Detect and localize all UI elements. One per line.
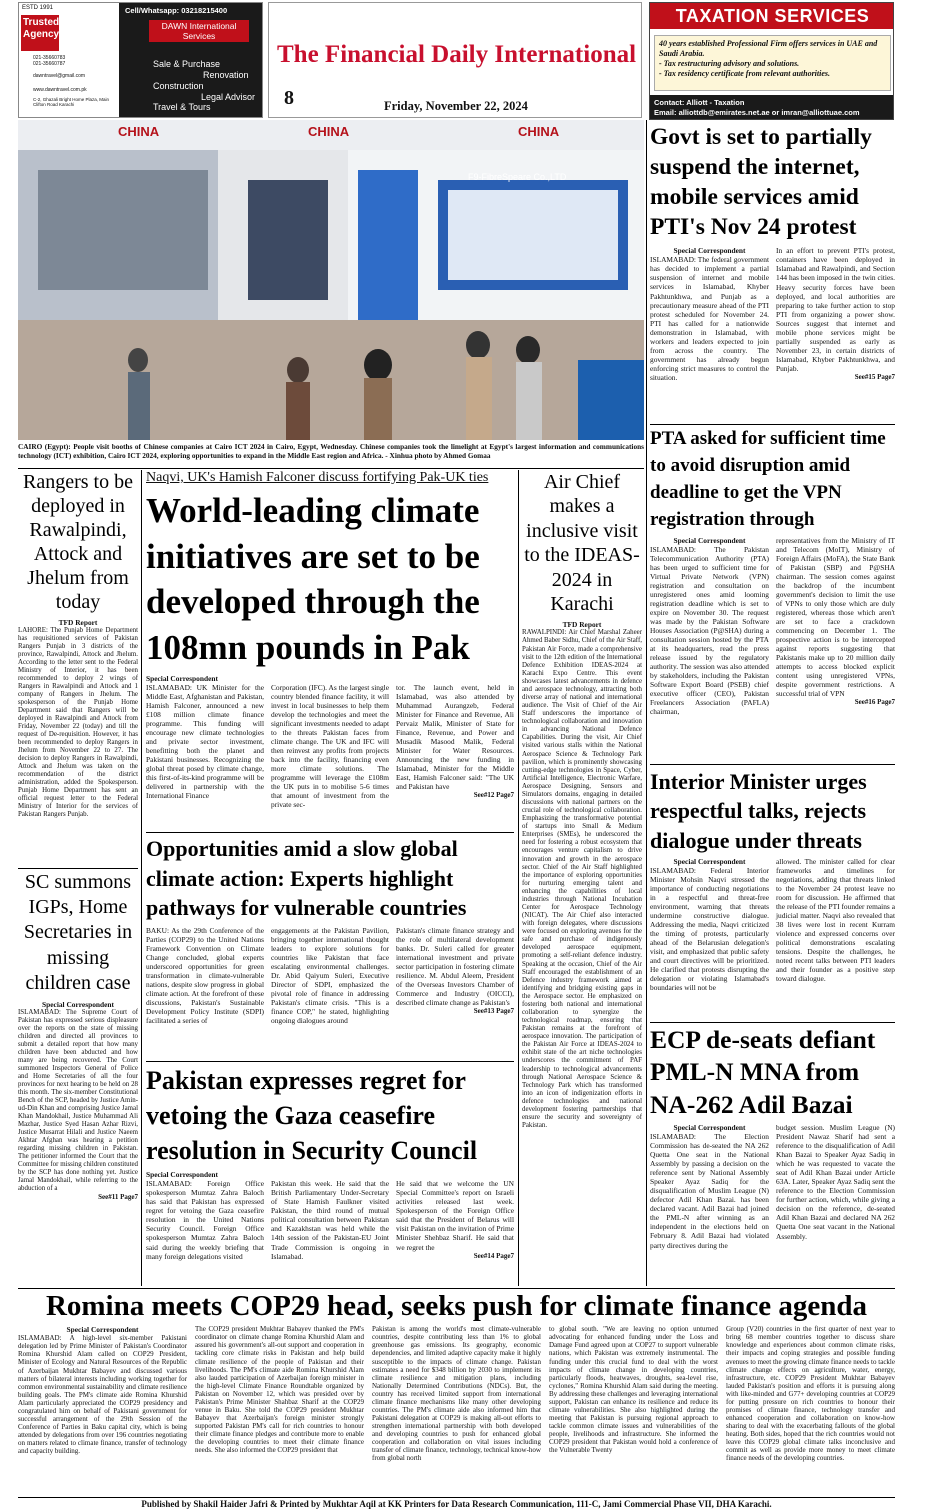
story-romina-headline: Romina meets COP29 head, seeks push for climate finance agenda (45, 1290, 868, 1322)
rule-left-1 (18, 868, 138, 869)
photo-caption: CAIRO (Egypt): People visit booths of Chinese companies at Cairo ICT 2024 in Cairo, Egypt, Wednesday. Chinese companies took the limelight at Egypt's largest information and communications technology (ICT) exhibition, Cairo ICT 2024, exploring opportunities to expand in the Middle East region and Africa. - Xinhua photo by Ahmed Gomaa (18, 442, 644, 461)
caption-rule (18, 468, 644, 469)
story-romina-col-2: The COP29 president Mukhtar Babayev thanked the PM's coordinator on climate change Romina Khurshid Alam and assured his government's all-out support and cooperation in tackling core climate risks in Pakistan and help build climate resilience of the people of Pakistan and their livelihoods. The PM's climate aide Romina Khurshid Alam also lauded participation of Azerbaijan foreign minister in the high-level Climate Finance Roundtable organized by Pakistan on November 12, which was presided over by Pakistan's Prime Minister Shahbaz Sharif at the COP29 venue in Baku. She told the COP29 president Mukhtar Babayev that Azerbaijan's foreign minister strongly supported Pakistan PM's call for rich countries to honour their climate finance pledges and contribute more to enable the developing countries to meet their climate finance needs. She also informed the COP29 president that (195, 1325, 364, 1455)
service-3: Construction (153, 81, 204, 91)
story-rangers (18, 470, 138, 868)
phone-2: 021-35660787 (33, 61, 66, 67)
story-interior (650, 767, 895, 1021)
story-climate-col-3: tor. The launch event, held in Islamabad, was also attended by Muhammad Aurangzeb, Federal Minister for Finance and Revenue, Ali Pervaiz Malik, Minister of State for Finance, Revenue, and Power and Musadik Masood Malik, Federal Minister for Water Resources. Announcing the new funding in Islamabad, Minister for the Middle East, Hamish Falconer said: "The UK and Pakistan have (396, 683, 514, 792)
taxation-line-2: - Tax restructuring advisory and solutions. (659, 59, 800, 68)
taxation-email: Email: alliottdb@emirates.net.ae or imran@alliottuae.com (654, 107, 860, 117)
story-gaza-byline: Special Correspondent (146, 1170, 218, 1180)
story-interior-headline: Interior Minister urges respectful talks, rejects dialogue under threats (650, 769, 867, 853)
rule-mid-1 (146, 832, 514, 833)
story-romina-col-4: to global south. "We are leaving no option unturned advocating for enhanced funding under the Loss and Damage Fund agreed upon at COP27 to support vulnerable nations, which Pakistan was extremely instrumental. The funding under this crucial fund to deal with the worst impacts of climate change in developing countries, particularly floods, heatwaves, droughts, sea-level rise, cyclones," Romina Khurshid Alam said during the meeting. By addressing these challenges and leveraging international support, Pakistan can enhance its resilience and reduce its climate vulnerabilities. She also highlighted during the meeting that Pakistan is pursuing regional approach to tackle common climate issues and vulnerabilities of the people, livelihoods and infrastructure. She informed the COP29 president that Pakistan would hold a conference of the Vulnerable Twenty (549, 1325, 718, 1455)
service-1: Sale & Purchase (153, 59, 221, 69)
masthead-title: The Financial Daily International (277, 41, 637, 68)
story-sc-byline: Special Correspondent (42, 999, 114, 1009)
taxation-contact: Contact: Alliott - Taxation (654, 98, 745, 107)
story-interior-col-2: allowed. The minister called for clear frameworks and timelines for negotiations, adding that threats linked to the November 24 protest leave no room for discussion. He affirmed that the release of the PTI founder remains a judicial matter. Naqvi also revealed that 38 lives were lost in recent Kurram violence and expressed concerns over political demonstrations escalating tensions. Despite the challenges, he noted recent talks between PTI leaders and their founder as a positive step toward dialogue. (776, 856, 895, 984)
china-sign-3: CHINA (518, 124, 560, 139)
taxation-line-3: - Tax residency certificate from relevant authorities. (659, 69, 831, 78)
rule-right-3 (650, 1022, 895, 1023)
page-number: 8 (284, 87, 294, 109)
story-ecp-headline: ECP de-seats defiant PML-N MNA from NA-262 Adil Bazai (650, 1025, 876, 1119)
taxation-title: TAXATION SERVICES (650, 3, 894, 29)
story-pta-byline: Special Correspondent (673, 535, 746, 545)
story-sc-body: ISLAMABAD: The Supreme Court of Pakistan has expressed serious displeasure over the reports on the state of missing children and directed all provinces to submit a detailed report that how many children have been abducted and how many are being recovered. The Court summoned Inspectors General of Police and Home Secretaries of all the four provinces for next hearing to be held on 28 this month. The six-member Constitutional Bench of the SCP, headed by Justice Amin-ud-Din Khan and comprising Justice Jamal Khan Mandokhail, Justice Muhammad Ali Mazhar, Justice Syed Hasan Azhar Rizvi, Justice Musarrat Hilali and Justice Naeem Akhtar Afghan was hearing a petition regarding missing children in Pakistan. The petitioner informed the Court that the Committee for missing children constituted by the SCP has done nothing yet. Justice Jamal Mandokhail, while referring to the abduction of a (18, 1008, 138, 1192)
story-cop-continue[interactable]: See#13 Page7 (473, 1007, 514, 1016)
service-5: Travel & Tours (153, 102, 211, 112)
story-rangers-body: LAHORE: The Punjab Home Department has requisitioned services of Pakistan Rangers Punjab in 3 districts of the province, Rawalpindi, Attock and Jhelum. According to the letter sent to the Federal Ministry of Interior, it has been recommended to deploy 2 wings of Rangers in Rawalpindi and Attock and 1 company of Rangers in Jhelum. The spokesperson of the Punjab Home Department said that Rangers will be deployed in Rawalpindi and Attock from Friday, November 22 (today) and till the request of De-requisition. However, it has been recommended to deploy Rangers in Jhelum from November 22 to 27. The decision to deploy Rangers in Rawalpindi, Attock and Jhelum was taken on the recommendation of the district administration, added the Spokesperson. Punjab Home Department has sent an official request letter to the Federal Ministry of Interior for the services of Pakistan Rangers Punjab. (18, 627, 138, 818)
brand-line-1: Trusted (23, 17, 60, 28)
footer-rule (18, 1497, 895, 1498)
dawn-ad-left-panel (19, 3, 119, 118)
story-rangers-headline: Rangers to be deployed in Rawalpindi, Attock and Jhelum from today (23, 471, 133, 613)
story-cop-col-2: engagements at the Pakistan Pavilion, bringing together international thought leaders to explore solutions for countries like Pakistan that face escalating environmental challenges. Dr. Abid Qaiyum Suleri, Executive Director of SDPI, emphasized the pivotal role of finance in addressing Pakistan's climate crisis. "This is a finance COP," he stated, highlighting ongoing dialogues around (271, 926, 389, 1026)
col-sep-3 (646, 120, 647, 1286)
rule-right-2 (650, 764, 895, 765)
story-ecp-byline: Special Correspondent (673, 1123, 746, 1133)
story-pta-col-1: ISLAMABAD: The Pakistan Telecommunication Authority (PTA) has been urged to sufficient time for Virtual Private Network (VPN) registration and consultation on unregistered ones amid looming registration deadline which is set to expire on November 30. The request was made by the Pakistan Software Houses Association (P@SHA) during a consultation session hosted by the PTA at its headquarters, read the press release issued by the regulatory authority. The session was also attended by stakeholders, including the Pakistan Software Export Board (PSEB) chief executive officer (CEO), Pakistan Freelancers Association (PAFLA) chairman, (650, 544, 769, 717)
story-cop (146, 834, 514, 1060)
ad-contact: Cell/Whatsapp: 03218215400 (125, 6, 228, 15)
brand-line-2: Agency (23, 29, 60, 40)
story-gaza-continue[interactable]: See#14 Page7 (473, 1251, 514, 1260)
story-climate-headline: World-leading climate initiatives are set to be developed through the 108mn pounds in Pak (146, 491, 480, 667)
story-sc-headline: SC summons IGPs, Home Secretaries in missing children case (23, 871, 133, 994)
booth-label: F9-FibreSpeare Co.,LTD (468, 172, 567, 182)
story-climate (146, 470, 514, 830)
story-gaza-col-3: He said that we welcome the UN Special Committee's report on Israeli activities released last week. Spokesperson of the Foreign Office said that the President of Belarus will visit Pakistan on the invitation of Prime Minister Shehbaz Sharif. He said that we regret the (396, 1179, 514, 1252)
china-sign-2: CHINA (308, 124, 350, 139)
story-gaza-col-2: Pakistan this week. He said that the British Parliamentary Under-Secretary of State Hamish Faulkner visited Pakistan, the third round of mutual political consultation between Pakistan and Kazakhstan was held while the 14th session of the Pakistan-EU Joint Trade Commission is ongoing in Islamabad. (271, 1179, 389, 1261)
story-interior-col-1: ISLAMABAD: Federal Interior Minister Mohsin Naqvi stressed the importance of conducting negotiations in a respectful and threat-free environment, warning that threats undermine constructive dialogue. Addressing the media, Naqvi criticized the timing of protests, particularly ahead of the Belarusian delegation's visit, and emphasized that public safety and court directives will be prioritized. He clarified that protests disrupting the delegation or violating Islamabad's boundaries will not be (650, 865, 769, 993)
story-cop-col-3: Pakistan's climate finance strategy and the role of multilateral development banks. Dr. Suleri called for greater international investment and private sector participation in fostering climate resilience. M. Abdul Aleem, President of the Overseas Investors Chamber of Commerce and Industry (OICCI), described climate change as Pakistan's (396, 926, 514, 1008)
story-ecp-col-2: budget session. Muslim League (N) President Nawaz Sharif had sent a reference to the disqualification of Adil Khan Bazai to Speaker Ayaz Sadiq in which he was requested to vacate the seat of Adil Khan Bazai under Article 63A. Later, Speaker Ayaz Sadiq sent the reference to the Election Commission for further action, which, while giving a decision on the reference, de-seated Adil Khan Bazai and declared NA 262 Quetta One seat vacant in the National Assembly. (776, 1123, 895, 1241)
estd-badge: ESTD 1991 (22, 5, 54, 11)
story-climate-byline: Special Correspondent (146, 674, 218, 683)
ad-email: dawntravel@gmail.com (33, 73, 86, 79)
story-sc-continue[interactable]: See#11 Page7 (98, 1192, 138, 1201)
story-romina-col-5: Group (V20) countries in the first quarter of next year to bring 68 member countries together to discuss share knowledge and experiences about common climate risks, their impacts and coping strategies and possible funding avenues to meet the growing climate finance needs to tackle climate change effects on agriculture, water, energy, infrastructure, etc. COP29 President Mukhtar Babayev lauded Pakistan's position and efforts it is pursuing along with like-minded and G77+ developing countries at COP29 for putting pressure on rich countries to honour their promises of climate finance, technology transfer and enhanced cooperation and collaboration on know-how sharing to deal with the exacerbating fallouts of the global heating. Both sides, hoped that the rich countries would not leave this COP29 global climate talks inconclusive and commit as well as provide more money to meet climate finance needs of the developing countries. (726, 1325, 895, 1463)
service-2: Renovation (203, 70, 249, 80)
issue-date: Friday, November 22, 2024 (384, 99, 528, 113)
expo-photo-illustration (18, 120, 644, 440)
story-pta (650, 426, 895, 762)
story-cop-col-1: BAKU: As the 29th Conference of the Parties (COP29) to the United Nations Framework Convention on Climate Change concluded, global experts underscored opportunities for green transformation in climate-vulnerable nations, despite slow progress in global climate action. At the forefront of these discussions, Pakistan's Sustainable Development Policy Institute (SDPI) facilitated a series of (146, 926, 264, 1026)
story-internet-col-2: In an effort to prevent PTI's protest, containers have been deployed in Islamabad and Rawalpindi, and Section 144 has been imposed in the twin cities. Heavy security forces have been deployed, and local authorities are preparing to take further action to stop PTI from organizing a power show. Sources suggest that internet and mobile phone services might be partially suspended as early as November 23, in certain districts of Islamabad, Khyber Pakhtunkhwa, and Punjab. (776, 246, 895, 373)
story-airchief-headline: Air Chief makes a inclusive visit to the IDEAS-2024 in Karachi (524, 471, 640, 615)
expo-photo (18, 120, 644, 440)
ad-company: DAWN International Services (149, 20, 249, 42)
story-internet (650, 123, 895, 423)
rule-bottom-top (18, 1288, 895, 1289)
story-romina-byline: Special Correspondent (66, 1325, 139, 1335)
story-gaza-headline: Pakistan expresses regret for vetoing the Gaza ceasefire resolution in Security Council (146, 1066, 478, 1166)
story-romina-col-3: Pakistan is among the world's most climate-vulnerable countries, despite contributing less than 1% to global greenhouse gas emissions. Its geography, economic dependencies, and limited adaptive capacity make it highly susceptible to the impacts of climate change. Pakistan estimates a need for $348 billion by 2030 to implement its climate resilience and mitigation plans, including Nationally Determined Contributions (NDCs). But, the country has received limited support from international climate finance mechanisms like many other developing countries. The PM's climate aide also informed him that Pakistani delegation at COP29 is making all-out efforts to strengthen international partnership with both developed and developing countries to push for enhanced global cooperation and collaboration on vital issues including transfer of climate finance, technology, technical know-how from global north (372, 1325, 541, 1463)
taxation-ad[interactable] (649, 2, 894, 120)
story-romina-col-1: ISLAMABAD: A high-level six-member Pakistani delegation led by Prime Minister of Pakistan's Coordinator Romina Khurshid Alam called on COP29 President, Minister of Ecology and Natural Resources of the Republic of Azerbaijan Mukhtar Babayev and discussed various matters of bilateral interests including working together for common environmental sustainability and climate resilience building goals. The PM's climate aide Romina Khurshid Alam particularly appreciated the COP29 presidency and congratulated him on behalf of Pakistani government for successful arrangement of the 29th Session of the Conference of Parties in Baku capital city, which is being attended by delegations from over 196 countries negotiating on matters related to climate finance, transfer of technology and capacity building. (18, 1334, 187, 1455)
footer-imprint: Published by Shakil Haider Jafri & Printed by Mukhtar Aqil at KK Printers for Data Research Communication, 111-C, Jami Commercial Phase VII, DHA Karachi. (141, 1499, 772, 1509)
story-climate-col-1: ISLAMABAD: UK Minister for the Middle East, Afghanistan and Pakistan, Hamish Falconer, announced a new £108 million climate finance programme. This funding will encourage new climate technologies and private sector investment, benefitting both the planet and Pakistani businesses. Recognizing the global threat posed by climate change, this first-of-its-kind programme will be delivered in partnership with the International Finance (146, 683, 264, 801)
story-romina (18, 1290, 895, 1496)
col-sep-2 (518, 470, 519, 1286)
story-airchief (522, 470, 642, 1286)
story-internet-col-1: ISLAMABAD: The federal government has decided to implement a partial suspension of internet and mobile services in Islamabad, Khyber Pakhtunkhwa, and Punjab as a precautionary measure ahead of the PTI protest scheduled for November 24. PTI has called for a nationwide demonstration in Islamabad, with workers and leaders expected to join from across the country. The government has already begun enforcing strict measures to control the situation. (650, 255, 769, 382)
brand-block (21, 15, 59, 51)
dawn-ad[interactable] (18, 2, 263, 118)
china-sign-1: CHINA (118, 124, 160, 139)
story-sc (18, 870, 138, 1286)
story-internet-continue[interactable]: See#15 Page7 (854, 372, 895, 381)
rule-right-1 (650, 424, 895, 425)
story-gaza (146, 1063, 514, 1285)
story-climate-continue[interactable]: See#12 Page7 (473, 791, 514, 800)
masthead (268, 2, 642, 118)
ad-address: C-2, Ghazali Bright Home Plaza, Main Clifton Road Karachi (33, 97, 110, 108)
story-internet-headline: Govt is set to partially suspend the internet, mobile services amid PTI's Nov 24 protest (650, 124, 872, 240)
story-climate-kicker: Naqvi, UK's Hamish Falconer discuss fortifying Pak-UK ties (146, 470, 489, 485)
story-airchief-byline: TFD Report (562, 620, 602, 630)
phone-1: 021-35660783 (33, 55, 66, 61)
story-airchief-body: RAWALPINDI: Air Chief Marshal Zaheer Ahmed Baber Sidhu, Chief of the Air Staff, Pakistan Air Force, made a comprehensive visit to the 12th edition of the International Defence Exhibition IDEAS-2024 at Karachi Expo Centre. This event showcases latest advancements in defence and aerospace technology, attracting both diverse array of national and international audience. The Visit of Chief of the Air Staff underscores the importance of technological collaboration and innovation in advancing National Defence Capabilities. During the visit, Air Chief visited various stalls within the National Aerospace Science & Technology Park pavilion, which is prominently showcasing cutting-edge technologies in Space, Cyber, Artificial Intelligence, Electronic Warfare, Aerospace Designing, Sensors and Simulators domains, engaging in detailed discussions with national partners on the crucial role of technological collaboration. Emphasizing the transformative potential of startups into Small & Medium Enterprises (SMEs), he underscored the need for fostering a robust ecosystem that encourages venture capitalism to drive innovation and growth in the aerospace sector. Chief of the Air Staff highlighted the importance of exploring opportunities for nurturing emerging talent and enhancing the capabilities of local industries through National Incubation Center for Aerospace Technology (NICAT). The Air Chief also interacted with foreign delegates, where discussions were focused on exploring avenues for the safe and purchase of indigenously developed aerospace equipment, promoting a self-reliant defence industry. Speaking at the occasion, Chief of the Air Staff encouraged the establishment of an Defence industry framework aimed at identifying and bridging existing gaps in the Aerospace sector. He emphasized on fostering both national and international collaboration to synergize the technological roadmap, ensuring that Pakistan remains at the forefront of aerospace innovation. The participation of the Pakistan Air Force at IDEAS-2024 to exhibit state of the art niche technologies underscores the commitment of PAF leadership to technological advancements through National Aerospace Science & Technology Park which has transformed into an icon of indigenization efforts in defence technologies and national development fostering partnerships that ensure the security and sovereignty of Pakistan. (522, 629, 642, 1130)
story-ecp (650, 1024, 895, 1286)
story-ecp-col-1: ISLAMABAD: The Election Commission has de-seated the NA 262 Quetta One seat in the National Assembly by passing a decision on the reference sent by National Assembly Speaker Ayaz Sadiq for the disqualification of Muslim League (N) defector Adil Khan Bazai. has been declared vacant. Adil Bazai had joined the PML-N after winning as an independent in the elections held on February 8. Adil Bazai had violated party directives during the (650, 1132, 769, 1250)
story-pta-continue[interactable]: See#16 Page7 (854, 698, 895, 707)
taxation-line-1: 40 years established Professional Firm offers services in UAE and Saudi Arabia. (659, 39, 878, 58)
story-internet-byline: Special Correspondent (673, 246, 746, 256)
rule-mid-2 (146, 1061, 514, 1062)
story-pta-headline: PTA asked for sufficient time to avoid disruption amid deadline to get the VPN registration through (650, 428, 886, 530)
story-cop-headline: Opportunities amid a slow global climate action: Experts highlight pathways for vulnerable countries (146, 836, 467, 921)
taxation-body (654, 35, 891, 91)
col-sep-1 (141, 470, 142, 1286)
story-climate-col-2: Corporation (IFC). As the largest single country blended finance facility, it will invest in local businesses to help them develop the technologies and meet the significant investments needed to adapt to the threats Pakistan faces from climate change. The UK and IFC will then reinvest any profits from projects back into the facility, financing even more climate solutions. The programme will leverage the £108m the UK puts in to mobilise 5-6 times that amount of investment from the private sec- (271, 683, 389, 810)
ad-website: www.dawntravel.com.pk (33, 87, 87, 93)
story-pta-col-2: representatives from the Ministry of IT and Telecom (MoIT), Ministry of Foreign Affairs (MoFA), the State Bank of Pakistan (SBP) and P@SHA chairman. The session comes against the backdrop of the incumbent government's decision to limit the use of VPNs to only those which are duly registered, whereas those which aren't are set to face a crackdown commencing on December 1. The prospective action is to be intercepted against reports suggesting that Pakistanis make up to 20 million daily attempts to access blocked explicit content using unregistered VPNs, despite government restrictions. A successful trial of VPN (776, 535, 895, 699)
story-gaza-col-1: ISLAMABAD: Foreign Office spokesperson Mumtaz Zahra Baloch has said that Pakistan has expressed regret for vetoing the Gaza ceasefire resolution in the United Nations Security Council. Foreign Office spokesperson Mumtaz Zahra Baloch said during the weekly briefing that many foreign delegations visited (146, 1179, 264, 1261)
dawn-ad-right-panel (119, 3, 263, 118)
story-interior-byline: Special Correspondent (673, 856, 746, 866)
service-4: Legal Advisor (201, 92, 256, 102)
story-rangers-byline: TFD Report (58, 618, 98, 627)
taxation-contact-bar (650, 95, 894, 120)
